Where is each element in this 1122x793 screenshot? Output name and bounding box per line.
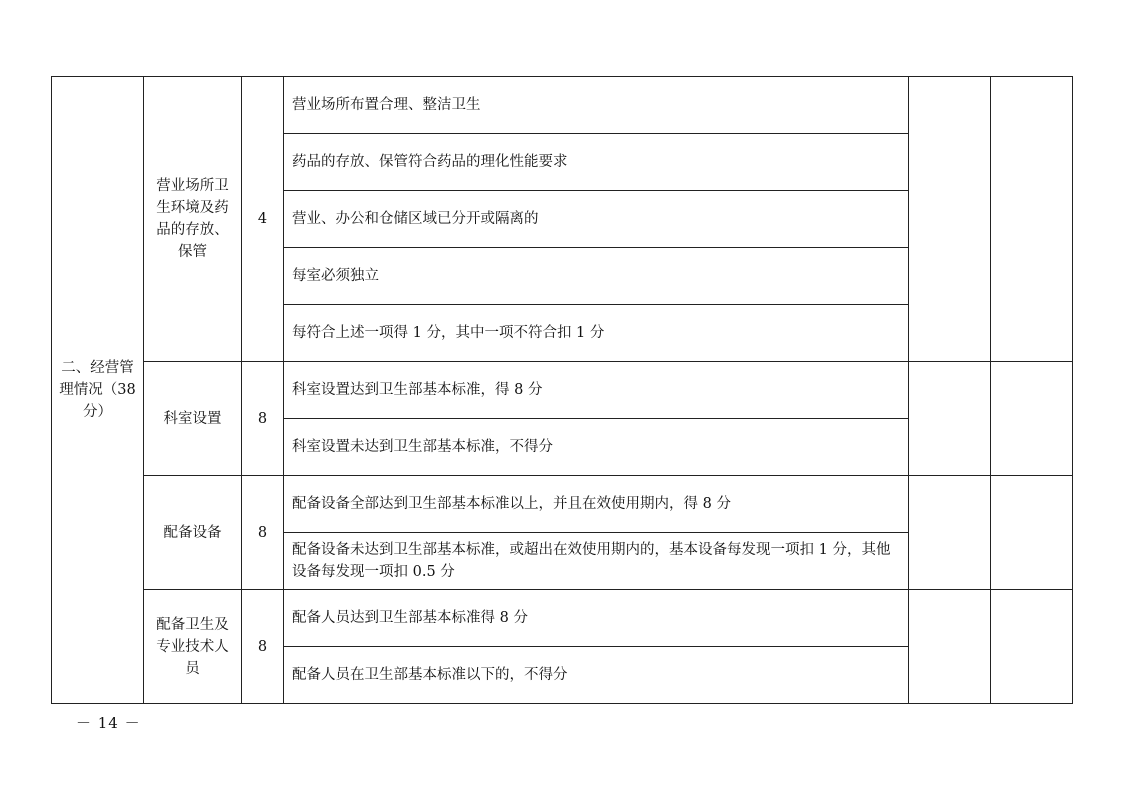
score-cell: [909, 77, 991, 362]
criterion-text: 科室设置未达到卫生部基本标准，不得分: [284, 419, 909, 476]
criterion-text: 科室设置达到卫生部基本标准，得 8 分: [284, 362, 909, 419]
score-cell: [909, 362, 991, 476]
table-row: [52, 77, 1073, 134]
criterion-text: 药品的存放、保管符合药品的理化性能要求: [284, 134, 909, 191]
scoring-table: [51, 76, 1073, 704]
section-label: 二、经营管理情况（38分）: [52, 77, 144, 704]
remark-cell: [991, 362, 1073, 476]
remark-cell: [991, 590, 1073, 704]
item-score: 4: [242, 77, 284, 362]
criterion-text: 营业场所布置合理、整洁卫生: [284, 77, 909, 134]
table-row: [52, 362, 1073, 419]
criterion-text: 每符合上述一项得 1 分，其中一项不符合扣 1 分: [284, 305, 909, 362]
score-cell: [909, 476, 991, 590]
item-score: 8: [242, 362, 284, 476]
item-name: 配备设备: [144, 476, 242, 590]
item-name: 营业场所卫生环境及药品的存放、保管: [144, 77, 242, 362]
criterion-text: 营业、办公和仓储区域已分开或隔离的: [284, 191, 909, 248]
table-row: [52, 476, 1073, 533]
score-cell: [909, 590, 991, 704]
criterion-text: 配备人员达到卫生部基本标准得 8 分: [284, 590, 909, 647]
table-row: [52, 590, 1073, 647]
item-name: 科室设置: [144, 362, 242, 476]
criterion-text: 每室必须独立: [284, 248, 909, 305]
item-score: 8: [242, 590, 284, 704]
page-number: － 14 －: [76, 714, 141, 732]
criterion-text: 配备设备未达到卫生部基本标准，或超出在效使用期内的，基本设备每发现一项扣 1 分，其他设备每发现一项扣 0.5 分: [284, 533, 909, 590]
item-name: 配备卫生及专业技术人员: [144, 590, 242, 704]
remark-cell: [991, 476, 1073, 590]
criterion-text: 配备人员在卫生部基本标准以下的，不得分: [284, 647, 909, 704]
remark-cell: [991, 77, 1073, 362]
item-score: 8: [242, 476, 284, 590]
criterion-text: 配备设备全部达到卫生部基本标准以上，并且在效使用期内，得 8 分: [284, 476, 909, 533]
